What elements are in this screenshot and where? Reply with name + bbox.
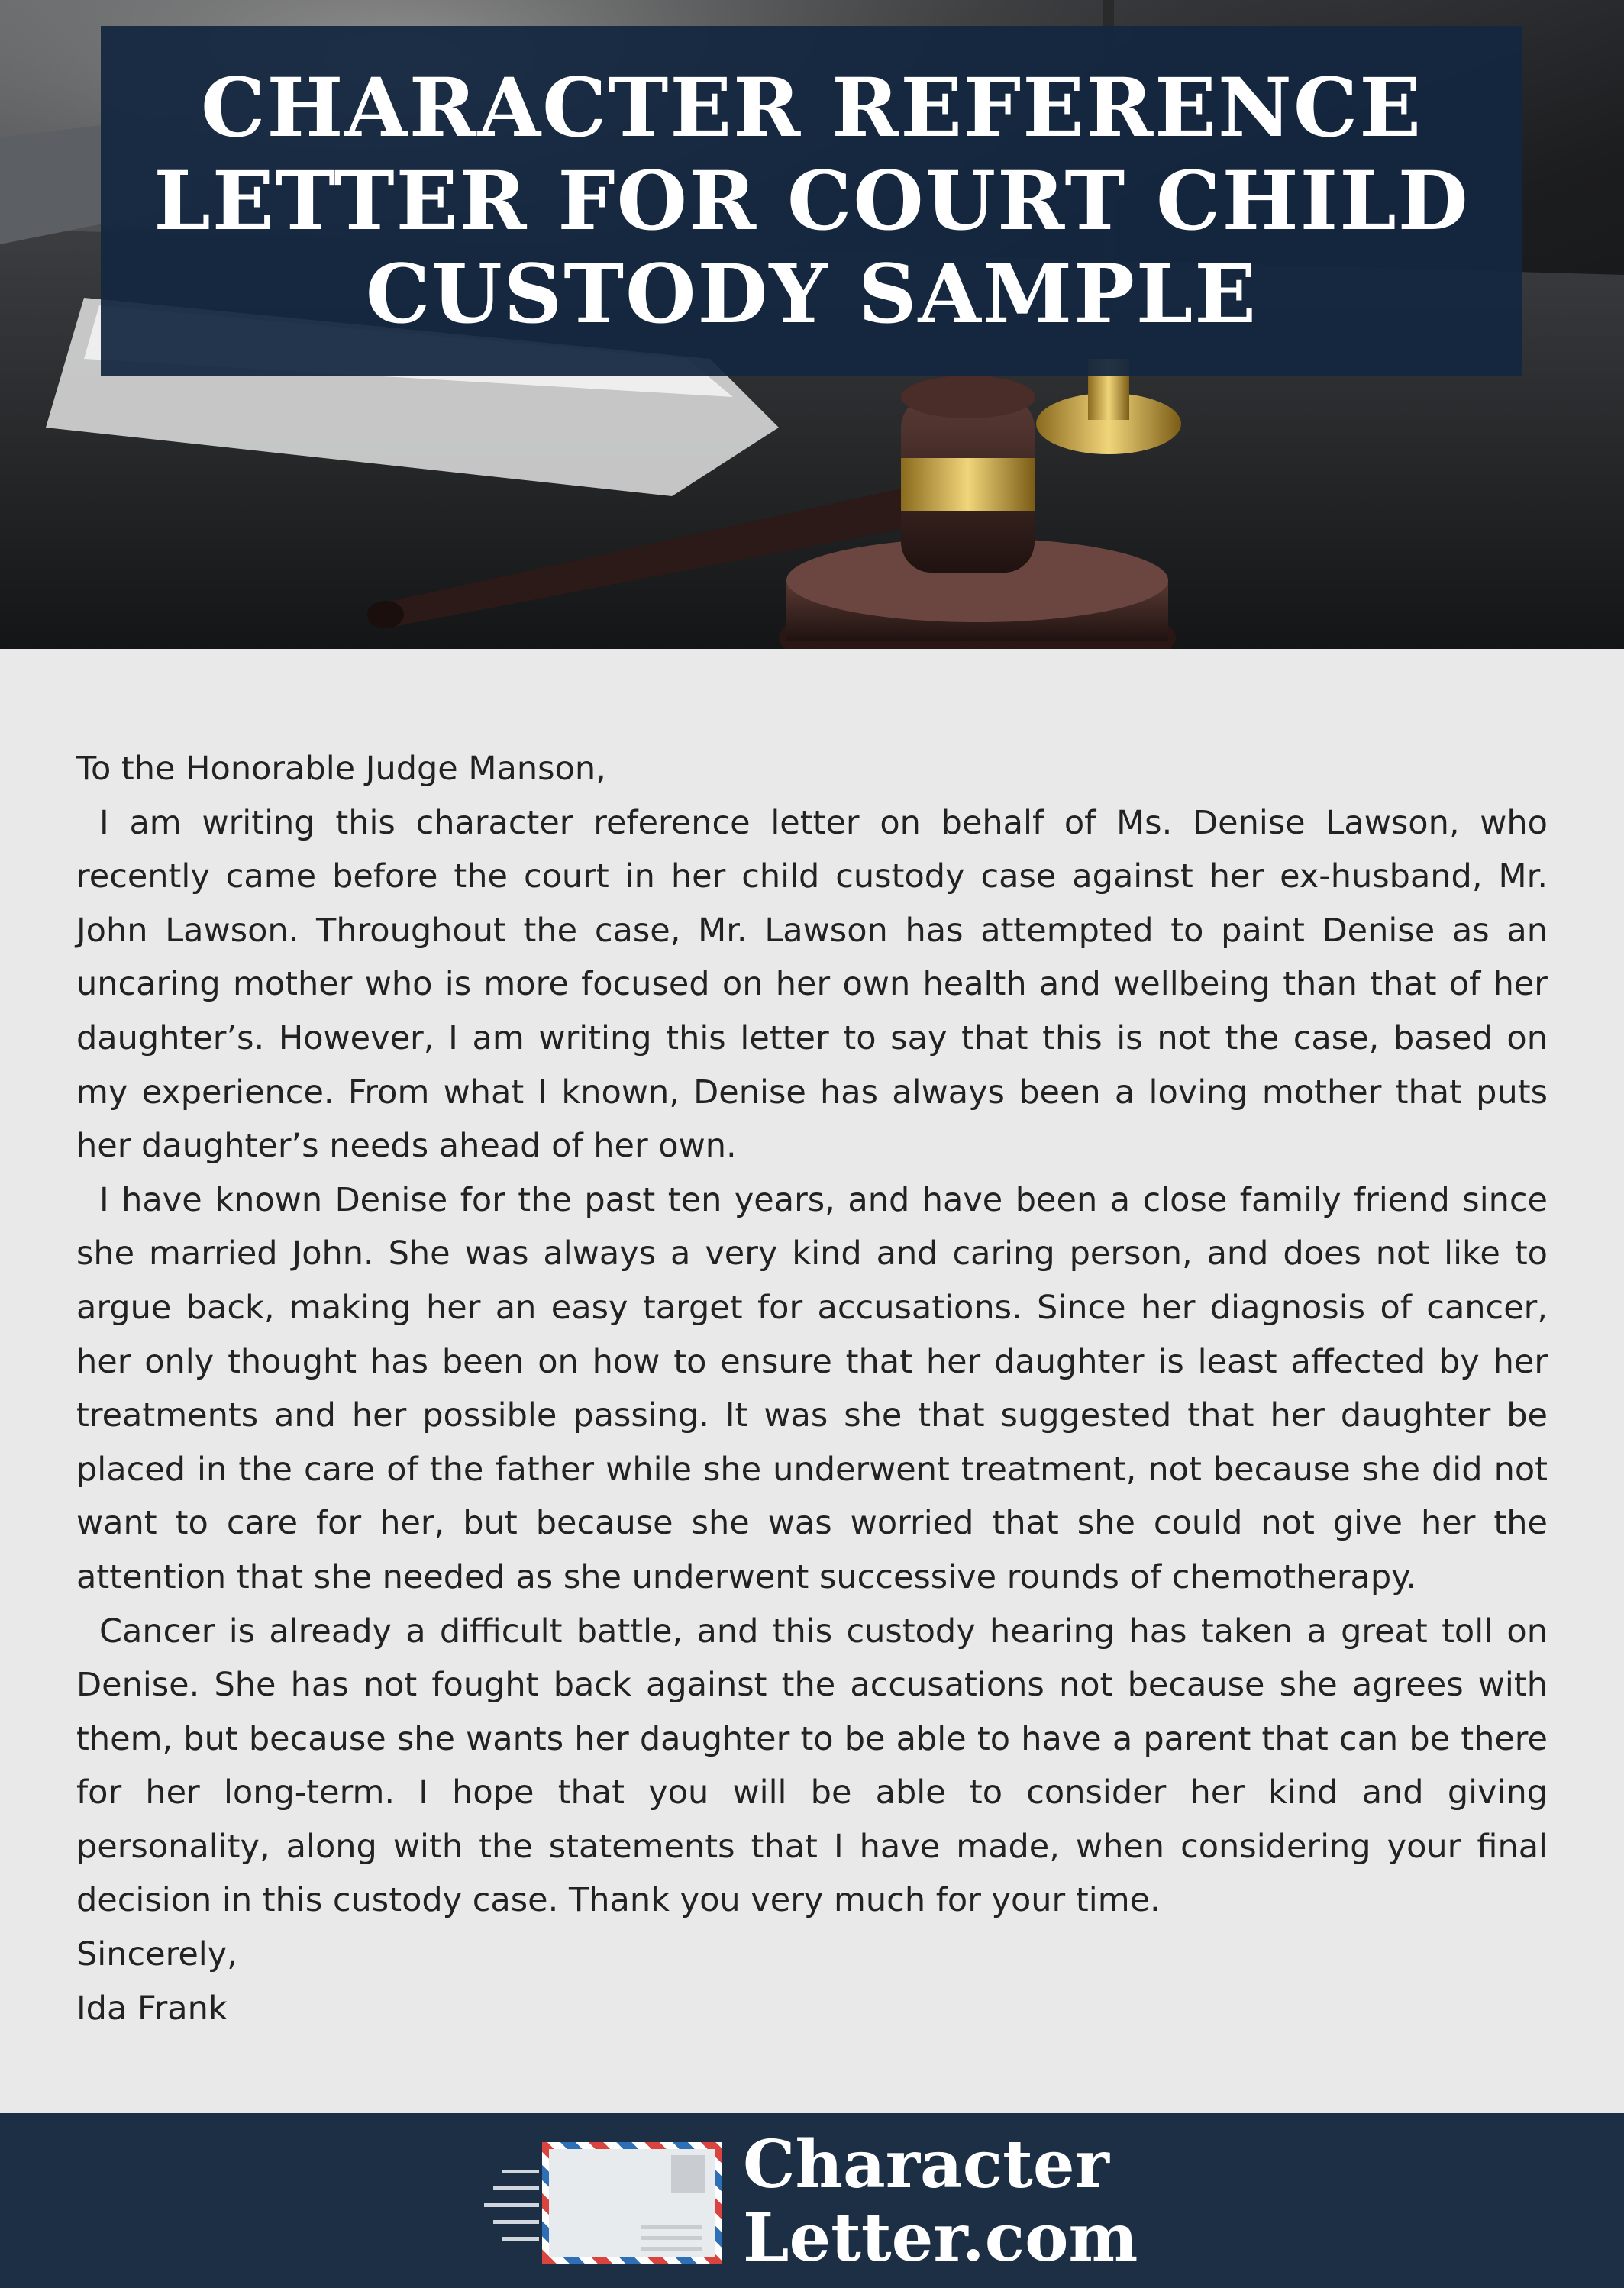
envelope-icon: [542, 2142, 722, 2264]
title-banner: [101, 26, 1522, 376]
brand-line-2: Letter.com: [743, 2199, 1138, 2277]
page-title: CHARACTER REFERENCE LETTER FOR COURT CHILD CUSTODY SAMPLE: [153, 60, 1470, 341]
letter-salutation: To the Honorable Judge Manson,: [76, 750, 606, 788]
letter-body: [76, 742, 1548, 2035]
letter-paragraph: I am writing this character reference letter on behalf of Ms. Denise Lawson, who recently came before the court in her child custody case against her ex-husband, Mr. John Lawson. Throughout the case, Mr. Lawson has attempted to paint Denise as an uncaring mother who is more focused on her own health and wellbeing than that of her daughter’s. However, I am writing this letter to say that this is not the case, based on my experience. From what I known, Denise has always been a loving mother that puts her daughter’s needs ahead of her own.: [76, 803, 1548, 1166]
letter-paragraph: Cancer is already a difficult battle, and this custody hearing has taken a great toll on Denise. She has not fought back against the accusations not because she agrees with them, but because she wants her daughter to be able to have a parent that can be there for her long-term. I hope that you will be able to consider her kind and giving personality, along with the statements that I have made, when considering your final decision in this custody case. Thank you very much for your time.: [76, 1612, 1548, 1920]
letter-signature: Ida Frank: [76, 1989, 228, 2028]
speed-lines-icon: [479, 2162, 541, 2254]
site-logo[interactable]: [479, 2126, 1151, 2277]
letter-closing: Sincerely,: [76, 1935, 237, 1974]
hero-image: [0, 0, 1624, 649]
brand-name: [743, 2128, 1138, 2275]
footer: [0, 2113, 1624, 2288]
letter-paragraph: I have known Denise for the past ten years, and have been a close family friend since she married John. She was always a very kind and caring person, and does not like to argue back, making her an easy target for accusations. Since her diagnosis of cancer, her only thought has been on how to ensure that her daughter is least affected by her treatments and her possible passing. It was she that suggested that her daughter be placed in the care of the father while she underwent treatment, not because she did not want to care for her, but because she was worried that she could not give her the attention that she needed as she underwent successive rounds of chemotherapy.: [76, 1180, 1548, 1596]
brand-line-1: Character: [743, 2126, 1109, 2203]
